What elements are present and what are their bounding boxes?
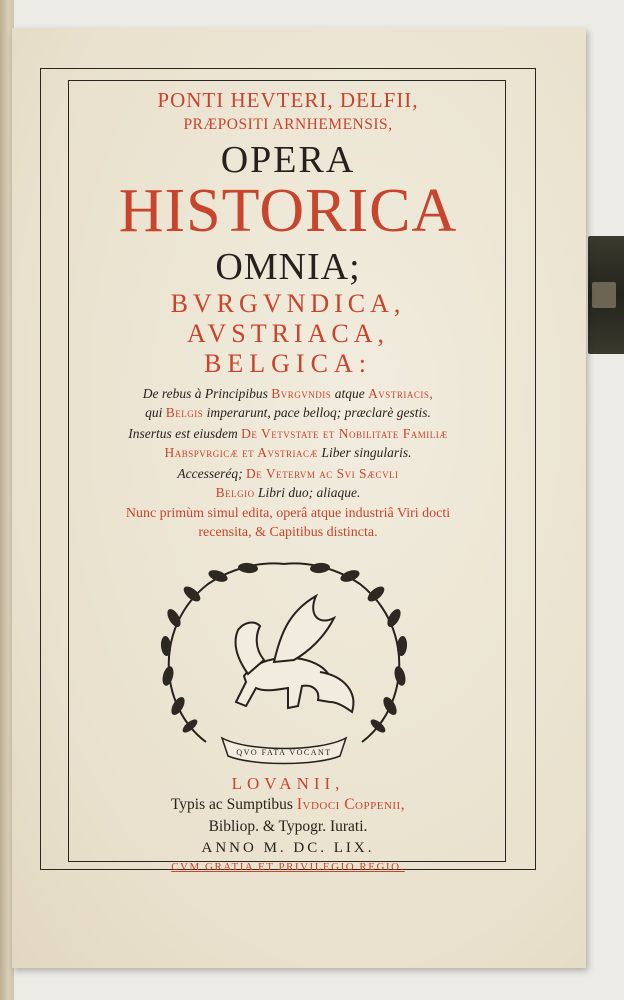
description-line-4 <box>60 443 516 462</box>
binding-clasp-strap <box>588 236 624 354</box>
desc-3a: Insertus est eiusdem <box>128 426 238 441</box>
description-line-6 <box>60 483 516 502</box>
imprint-privilege: CVM GRATIA ET PRIVILEGIO REGIO. <box>171 861 405 873</box>
title-omnia: OMNIA; <box>215 246 361 288</box>
desc-1b: Bvrgvndis <box>271 386 332 401</box>
desc-1a: De rebus à Principibus <box>142 386 268 401</box>
imprint-city: LOVANII, <box>231 774 345 793</box>
title-historica: HISTORICA <box>118 177 458 245</box>
office-line: PRÆPOSITI ARNHEMENSIS, <box>183 116 393 133</box>
description-line-3 <box>60 424 516 443</box>
desc-2c: imperarunt, pace belloq; præclarè gestis. <box>206 405 431 420</box>
desc-5a: Accesseréq; <box>177 466 243 481</box>
imprint-year: ANNO M. DC. LIX. <box>201 840 375 856</box>
desc-4b: Liber singularis. <box>321 445 412 460</box>
clasp-icon <box>592 282 616 308</box>
desc-6b: Libri duo; aliaque. <box>257 485 361 500</box>
description-line-5 <box>60 464 516 483</box>
emblem-motto: QVO FATA VOCANT <box>236 748 332 757</box>
description-line-8: recensita, & Capitibus distincta. <box>198 525 378 540</box>
desc-5b: De Vetervm ac Svi Sæcvli <box>246 466 399 481</box>
desc-6a: Belgio <box>215 485 255 500</box>
desc-4a: Habspvrgicæ et Avstriacæ <box>164 445 319 460</box>
description-line-7: Nunc primùm simul edita, operâ atque industriâ Viri docti <box>125 506 451 521</box>
desc-1c: atque <box>334 386 365 401</box>
printer-1b: Ivdoci Coppenii, <box>296 796 406 813</box>
imprint-printer <box>60 796 516 814</box>
subtitle-austriaca: AVSTRIACA, <box>187 319 389 348</box>
pegasus-wreath-emblem-icon <box>148 556 420 768</box>
subtitle-burgundica: BVRGVNDICA, <box>170 289 406 318</box>
description-line-1 <box>60 384 516 403</box>
title-opera: OPERA <box>220 139 356 181</box>
desc-1d: Avstriacis, <box>368 386 434 401</box>
subtitle-belgica: BELGICA: <box>204 349 372 378</box>
imprint-printer-title: Bibliop. & Typogr. Iurati. <box>208 818 368 835</box>
desc-2b: Belgis <box>165 405 204 420</box>
printer-1a: Typis ac Sumptibus <box>170 796 293 813</box>
description-line-2 <box>60 403 516 422</box>
author-line: PONTI HEVTERI, DELFII, <box>157 88 419 112</box>
desc-3b: De Vetvstate et Nobilitate Familiæ <box>241 426 448 441</box>
desc-2a: qui <box>145 405 163 420</box>
